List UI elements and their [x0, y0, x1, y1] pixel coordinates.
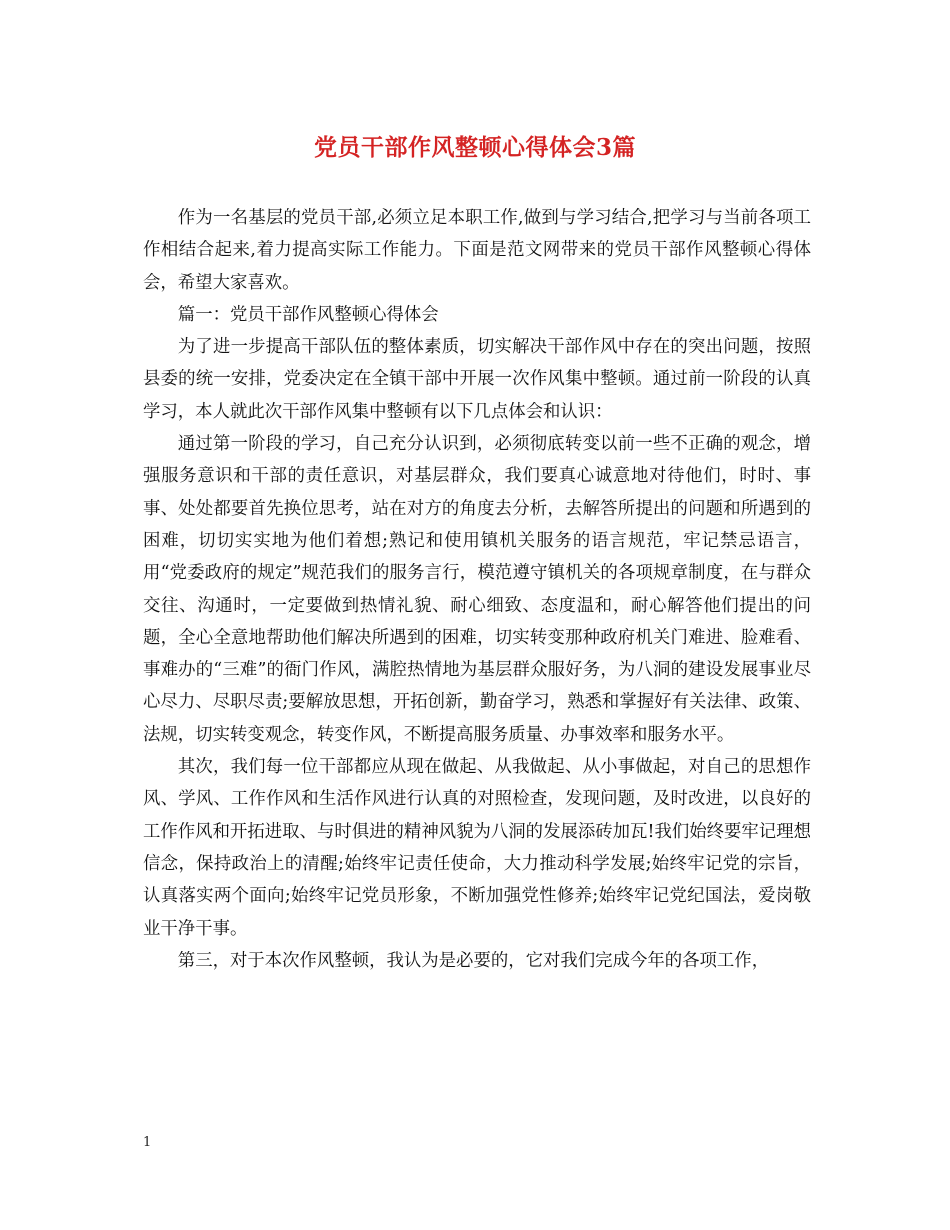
section-heading: 篇一：党员干部作风整顿心得体会: [177, 304, 439, 325]
paragraph-second-point: 其次，我们每一位干部都应从现在做起、从我做起、从小事做起，对自己的思想作风、学风、工作作风和生活作风进行认真的对照检查，发现问题，及时改进，以良好的工作作风和开拓进取、与时俱进的精神风貌为八洞的发展添砖加瓦!我们始终要牢记理想信念，保持政治上的清醒;始终牢记责任使命，大力推动科学发展;始终牢记党的宗旨，认真落实两个面向;始终牢记党员形象，不断加强党性修养;始终牢记党纪国法，爱岗敬业干净干事。: [143, 757, 811, 939]
page-number: 1: [143, 1135, 152, 1150]
paragraph-first-point: 通过第一阶段的学习，自己充分认识到，必须彻底转变以前一些不正确的观念，增强服务意识和干部的责任意识，对基层群众，我们要真心诚意地对待他们，时时、事事、处处都要首先换位思考，站在对方的角度去分析，去解答所提出的问题和所遇到的困难，切切实实地为他们着想;熟记和使用镇机关服务的语言规范，牢记禁忌语言，用“党委政府的规定”规范我们的服务言行，模范遵守镇机关的各项规章制度，在与群众交往、沟通时，一定要做到热情礼貌、耐心细致、态度温和，耐心解答他们提出的问题，全心全意地帮助他们解决所遇到的困难，切实转变那种政府机关门难进、脸难看、事难办的“三难”的衙门作风，满腔热情地为基层群众服好务，为八洞的建设发展事业尽心尽力、尽职尽责;要解放思想，开拓创新，勤奋学习，熟悉和掌握好有关法律、政策、法规，切实转变观念，转变作风，不断提高服务质量、办事效率和服务水平。: [143, 434, 811, 745]
document-body: [143, 202, 811, 977]
paragraph-background: 为了进一步提高干部队伍的整体素质，切实解决干部作风中存在的突出问题，按照县委的统一安排，党委决定在全镇干部中开展一次作风集中整顿。通过前一阶段的认真学习，本人就此次干部作风集中整顿有以下几点体会和认识：: [143, 337, 811, 422]
paragraph-third-point: 第三，对于本次作风整顿，我认为是必要的，它对我们完成今年的各项工作，: [177, 950, 770, 971]
paragraph-intro: 作为一名基层的党员干部,必须立足本职工作,做到与学习结合,把学习与当前各项工作相结合起来,着力提高实际工作能力。下面是范文网带来的党员干部作风整顿心得体会，希望大家喜欢。: [143, 208, 811, 293]
document-title: 党员干部作风整顿心得体会3篇: [313, 134, 636, 161]
